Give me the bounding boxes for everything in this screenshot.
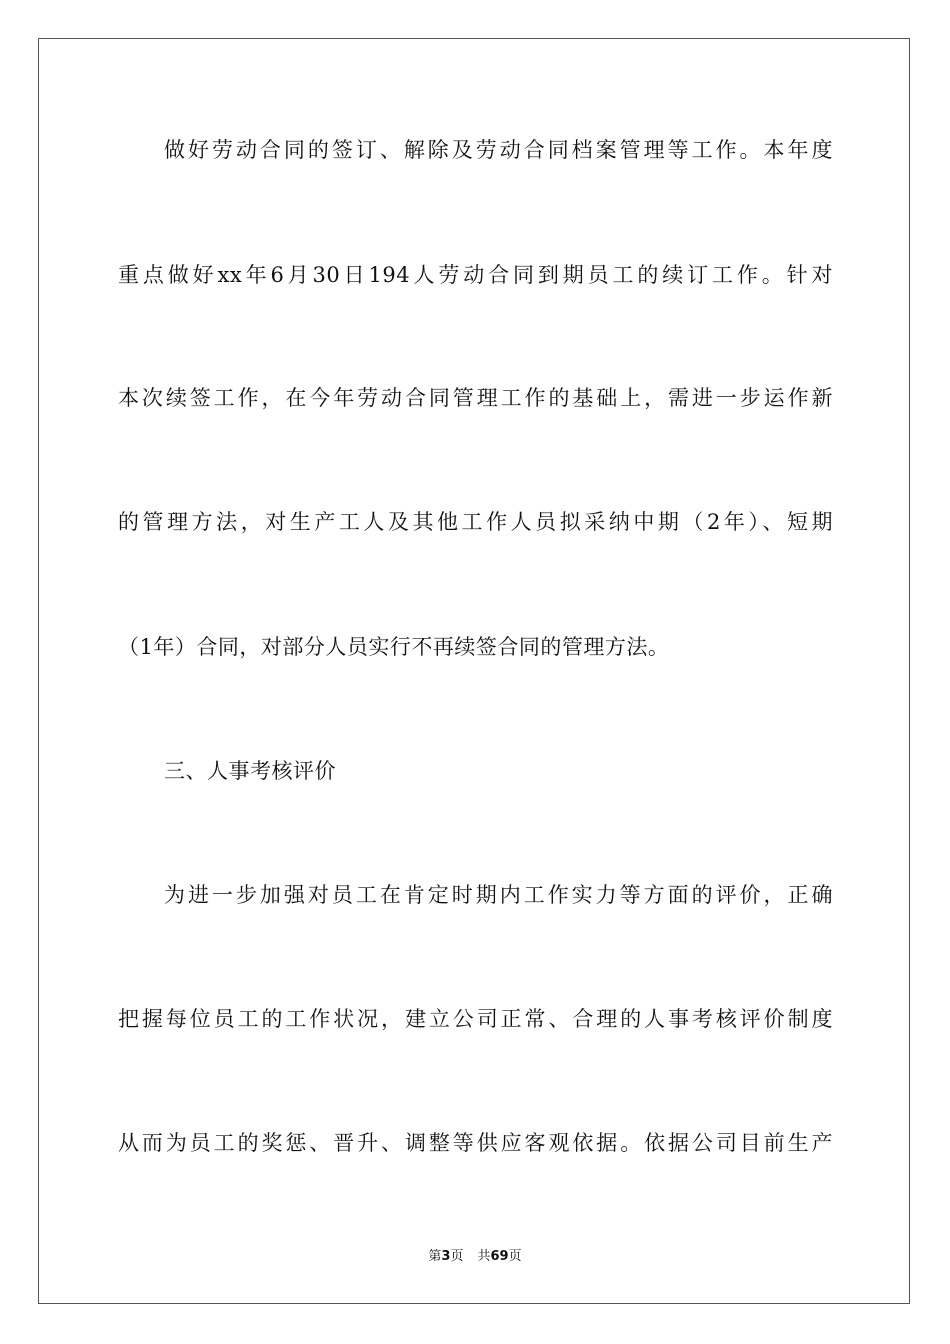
paragraph-line: 把握每位员工的工作状况，建立公司正常、合理的人事考核评价制度	[118, 1007, 833, 1031]
page-suffix: 页	[450, 1249, 464, 1264]
page-border	[38, 38, 910, 1304]
section-heading: 三、人事考核评价	[164, 759, 336, 783]
page-footer	[0, 1248, 950, 1266]
paragraph-line: （1年）合同，对部分人员实行不再续签合同的管理方法。	[118, 635, 670, 659]
paragraph-line: 从而为员工的奖惩、晋升、调整等供应客观依据。依据公司目前生产	[118, 1131, 833, 1155]
total-pages: 69	[490, 1249, 509, 1264]
page-number: 3	[441, 1249, 451, 1264]
paragraph-line: 重点做好xx年6月30日194人劳动合同到期员工的续订工作。针对	[118, 263, 833, 287]
paragraph-line: 做好劳动合同的签订、解除及劳动合同档案管理等工作。本年度	[164, 138, 833, 162]
page-prefix: 第	[428, 1249, 442, 1264]
paragraph-line: 本次续签工作，在今年劳动合同管理工作的基础上，需进一步运作新	[118, 386, 833, 410]
paragraph-line: 的管理方法，对生产工人及其他工作人员拟采纳中期（2年）、短期	[118, 510, 833, 534]
paragraph-line: 为进一步加强对员工在肯定时期内工作实力等方面的评价，正确	[164, 883, 833, 907]
total-prefix: 共	[477, 1249, 491, 1264]
total-suffix: 页	[508, 1249, 522, 1264]
